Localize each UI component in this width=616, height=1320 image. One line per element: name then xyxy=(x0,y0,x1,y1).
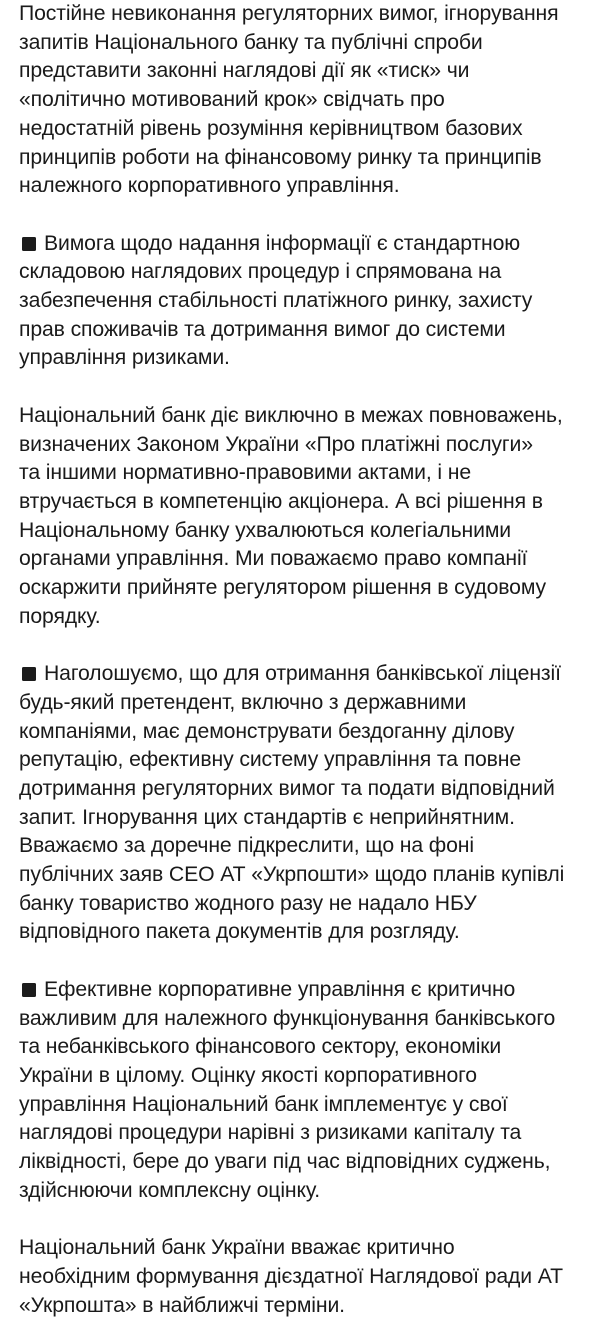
text-line: недостатній рівень розуміння керівництвом базових xyxy=(19,116,523,140)
text-line: Національному банку ухвалюються колегіальними xyxy=(19,518,511,542)
text-line-content: Ефективне корпоративне управління є критично xyxy=(44,977,516,1001)
black-square-bullet-icon xyxy=(22,237,36,251)
text-line: «Укрпошта» в найближчі терміни. xyxy=(19,1293,345,1317)
bullet-paragraph xyxy=(19,660,615,947)
text-line: порядку. xyxy=(19,604,101,628)
text-line-content: Вимога щодо надання інформації є стандартною xyxy=(44,231,521,255)
text-line: Національний банк діє виключно в межах повноважень, xyxy=(19,403,563,427)
text-line xyxy=(19,976,615,1005)
text-line: складовою наглядових процедур і спрямована на xyxy=(19,260,502,284)
text-line: необхідним формування дієздатної Наглядової ради АТ xyxy=(19,1264,563,1288)
text-line: «політично мотивований крок» свідчать про xyxy=(19,88,445,112)
black-square-bullet-icon xyxy=(22,667,36,681)
text-line-content: Наголошуємо, що для отримання банківської ліцензії xyxy=(44,662,561,686)
text-line: управління ризиками. xyxy=(19,346,230,370)
text-line: Вважаємо за доречне підкреслити, що на фоні xyxy=(19,834,474,858)
text-line: дотримання регуляторних вимог та подати відповідний xyxy=(19,776,555,800)
paragraph-spacer xyxy=(19,947,615,976)
text-line: репутацію, ефективну систему управління та повне xyxy=(19,748,522,772)
text-line xyxy=(19,230,615,259)
text-line: управління Національний банк імплементує у свої xyxy=(19,1092,508,1116)
document-body xyxy=(19,0,615,1320)
paragraph-spacer xyxy=(19,201,615,230)
text-line: компаніями, має демонструвати бездоганну ділову xyxy=(19,719,515,743)
text-line: України в цілому. Оцінку якості корпоративного xyxy=(19,1063,477,1087)
text-line: ліквідності, бере до уваги під час відповідних суджень, xyxy=(19,1150,551,1174)
text-line: Постійне невиконання регуляторних вимог, ігнорування xyxy=(19,2,559,25)
text-line: банку товариство жодного разу не надало НБУ xyxy=(19,891,477,915)
text-line: важливим для належного функціонування банківського xyxy=(19,1006,556,1030)
bullet-paragraph xyxy=(19,976,615,1206)
paragraph-spacer xyxy=(19,373,615,402)
text-line: забезпечення стабільності платіжного ринку, захисту xyxy=(19,289,533,313)
paragraph xyxy=(19,1234,615,1320)
text-line: прав споживачів та дотримання вимог до системи xyxy=(19,317,506,341)
text-line: визначених Законом України «Про платіжні послуги» xyxy=(19,432,533,456)
bullet-paragraph xyxy=(19,230,615,374)
text-line: принципів роботи на фінансовому ринку та принципів xyxy=(19,145,542,169)
text-line: запитів Національного банку та публічні спроби xyxy=(19,30,483,54)
text-line: представити законні наглядові дії як «тиск» чи xyxy=(19,59,470,83)
text-line: органами управління. Ми поважаємо право компанії xyxy=(19,547,528,571)
text-line: належного корпоративного управління. xyxy=(19,174,400,198)
text-line: здійснюючи комплексну оцінку. xyxy=(19,1178,320,1202)
paragraph xyxy=(19,402,615,632)
text-line xyxy=(19,660,615,689)
text-line: будь-який претендент, включно з державними xyxy=(19,690,467,714)
paragraph-spacer xyxy=(19,1205,615,1234)
text-line: відповідного пакета документів для розгляду. xyxy=(19,920,460,944)
text-line: наглядові процедури нарівні з ризиками капіталу та xyxy=(19,1121,522,1145)
text-line: оскаржити прийняте регулятором рішення в судовому xyxy=(19,576,547,600)
text-line: Національний банк України вважає критично xyxy=(19,1236,455,1260)
text-line: та іншими нормативно-правовими актами, і не xyxy=(19,461,472,485)
text-line: запит. Ігнорування цих стандартів є неприйнятним. xyxy=(19,805,515,829)
paragraph-spacer xyxy=(19,631,615,660)
text-line: та небанківського фінансового сектору, економіки xyxy=(19,1035,502,1059)
paragraph xyxy=(19,0,615,201)
text-line: публічних заяв CEO АТ «Укрпошти» щодо планів купівлі xyxy=(19,863,565,887)
black-square-bullet-icon xyxy=(22,983,36,997)
text-line: втручається в компетенцію акціонера. А всі рішення в xyxy=(19,489,543,513)
